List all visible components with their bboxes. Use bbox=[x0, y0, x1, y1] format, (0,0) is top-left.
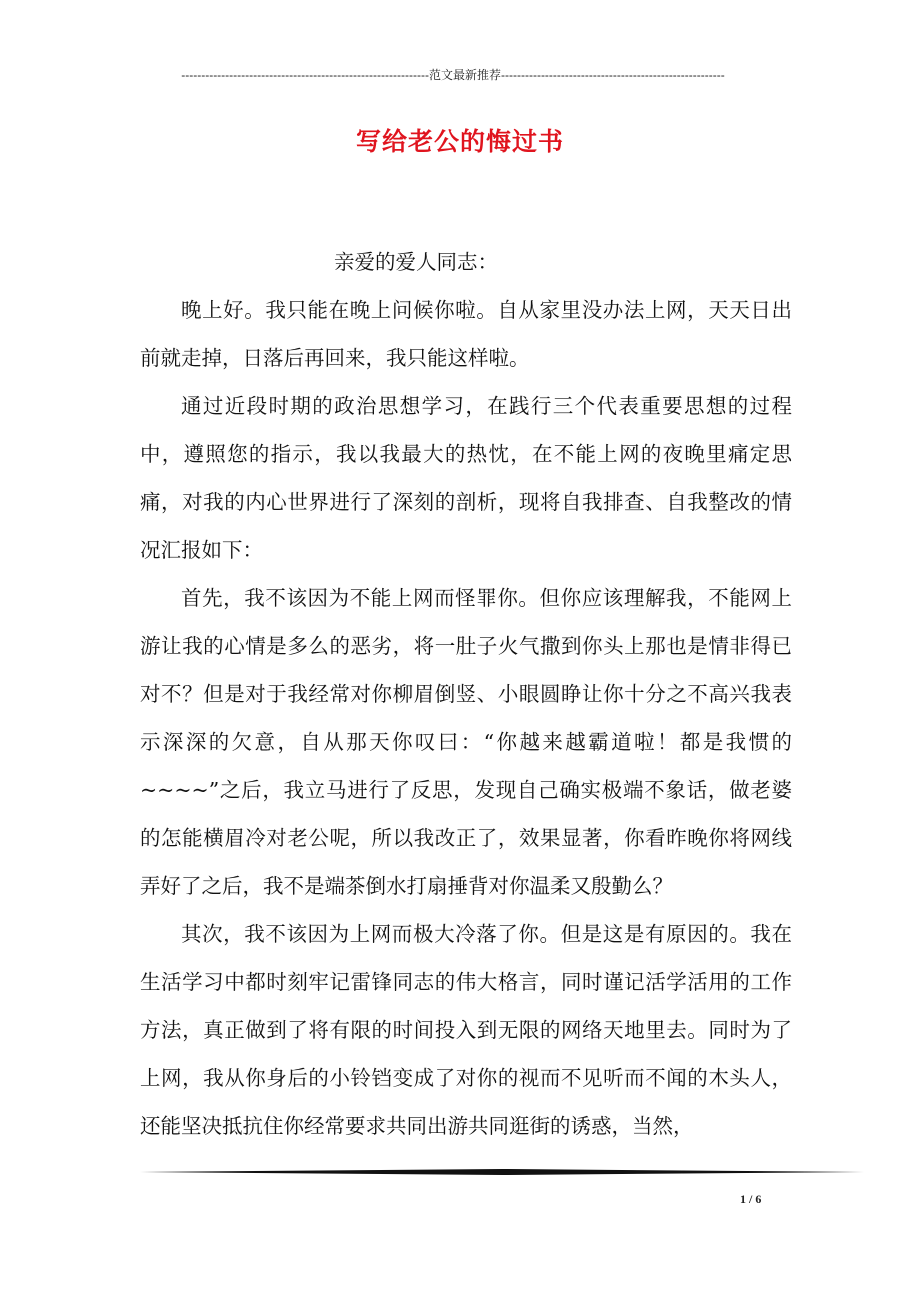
document-title: 写给老公的悔过书 bbox=[355, 127, 564, 156]
header-banner: --------------------------------------------------------------范文最新推荐-------------------------------------------------------- bbox=[181, 68, 725, 82]
paragraph-2: 通过近段时期的政治思想学习，在践行三个代表重要思想的过程中，遵照您的指示，我以我最大的热忱，在不能上网的夜晚里痛定思痛，对我的内心世界进行了深刻的剖析，现将自我排查、自我整改的情况汇报如下： bbox=[140, 394, 792, 562]
document-body bbox=[140, 238, 792, 1150]
salutation: 亲爱的爱人同志： bbox=[334, 250, 498, 274]
footer-divider bbox=[140, 1168, 864, 1176]
paragraph-3: 首先，我不该因为不能上网而怪罪你。但你应该理解我，不能网上游让我的心情是多么的恶劣，将一肚子火气撒到你头上那也是情非得已对不？但是对于我经常对你柳眉倒竖、小眼圆睁让你十分之不高兴我表示深深的欠意，自从那天你叹曰：“你越来越霸道啦！都是我惯的~~~~”之后，我立马进行了反思，发现自己确实极端不象话，做老婆的怎能横眉冷对老公呢，所以我改正了，效果显著，你看昨晚你将网线弄好了之后，我不是端茶倒水打扇捶背对你温柔又殷勤么？ bbox=[140, 586, 792, 898]
page-number: 1 / 6 bbox=[740, 1192, 762, 1206]
paragraph-4: 其次，我不该因为上网而极大冷落了你。但是这是有原因的。我在生活学习中都时刻牢记雷锋同志的伟大格言，同时谨记活学活用的工作方法，真正做到了将有限的时间投入到无限的网络天地里去。同时为了上网，我从你身后的小铃铛变成了对你的视而不见听而不闻的木头人，还能坚决抵抗住你经常要求共同出游共同逛街的诱惑，当然， bbox=[140, 922, 792, 1138]
paragraph-1: 晚上好。我只能在晚上问候你啦。自从家里没办法上网，天天日出前就走掉，日落后再回来，我只能这样啦。 bbox=[140, 298, 792, 370]
